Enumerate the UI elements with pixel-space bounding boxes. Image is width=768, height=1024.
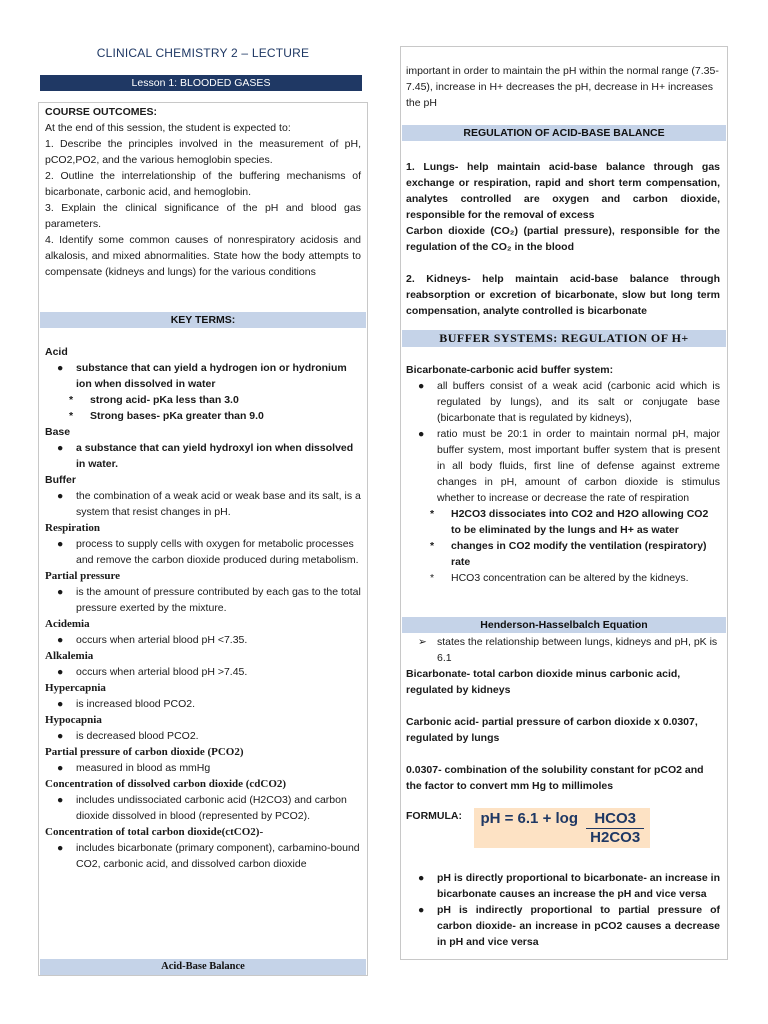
- buffer-bullet: ● ratio must be 20:1 in order to maintain normal pH, major buffer system, most important buffer system that is present in all body fluids, first line of defense against extreme changes in pH, amount of carbon dioxide is stimulus whether to increase or decrease the rate of respiration: [418, 428, 720, 504]
- outcome-item: 4. Identify some common causes of nonrespiratory acidosis and alkalosis, and mixed abnormalities. State how the body attempts to compensate (kidneys and lungs) for the various conditions: [45, 234, 361, 278]
- buffer-bullet: ● all buffers consist of a weak acid (carbonic acid which is regulated by lungs), and its salt or conjugate base (bicarbonate that is regulated by kidneys),: [418, 380, 720, 424]
- term-respiration: Respiration: [45, 522, 100, 534]
- bicarb-system-title: Bicarbonate-carbonic acid buffer system:: [406, 364, 614, 376]
- constant-definition: 0.0307- combination of the solubility constant for pCO2 and the factor to convert mm Hg to millimoles: [406, 764, 704, 792]
- term-hypercapnia: Hypercapnia: [45, 682, 106, 694]
- bullet-icon: ●: [57, 362, 64, 374]
- definition: ● is increased blood PCO2.: [57, 698, 196, 710]
- star-item: * H2CO3 dissociates into CO2 and H2O allowing CO2 to be eliminated by the lungs and H+ as water: [430, 508, 709, 536]
- definition: ● measured in blood as mmHg: [57, 762, 211, 774]
- term-base: Base: [45, 426, 71, 438]
- arrow-icon: ➢: [418, 636, 427, 648]
- course-outcomes-heading: COURSE OUTCOMES:: [45, 106, 158, 118]
- definition: ● the combination of a weak acid or weak base and its salt, is a system that resist changes in pH.: [57, 490, 361, 518]
- bullet-icon: ●: [57, 794, 64, 806]
- bullet-icon: ●: [57, 698, 64, 710]
- definition: ● is decreased blood PCO2.: [57, 730, 199, 742]
- term-cdco2: Concentration of dissolved carbon dioxide (cdCO2): [45, 778, 287, 790]
- outcome-item: 2. Outline the interrelationship of the buffering mechanisms of bicarbonate, carbonic acid, and hemoglobin.: [45, 170, 361, 198]
- star-icon: *: [430, 508, 435, 520]
- sub-item: * strong acid- pKa less than 3.0: [69, 394, 239, 406]
- definition: ● process to supply cells with oxygen for metabolic processes and remove the carbon dioxide produced during metabolism.: [57, 538, 359, 566]
- course-outcomes-intro: At the end of this session, the student is expected to:: [45, 122, 291, 134]
- definition: ● substance that can yield a hydrogen ion or hydronium ion when dissolved in water: [57, 362, 347, 390]
- bullet-icon: ●: [57, 842, 64, 854]
- definition: ● a substance that can yield hydroxyl ion when dissolved in water.: [57, 442, 354, 470]
- ph-bullet: ● pH is indirectly proportional to partial pressure of carbon dioxide- an increase in pCO2 causes a decrease in pH and vice versa: [418, 904, 720, 948]
- term-acid: Acid: [45, 346, 68, 358]
- definition: ● includes bicarbonate (primary component), carbamino-bound CO2, carbonic acid, and dissolved carbon dioxide: [57, 842, 360, 870]
- buffer-section: [406, 362, 720, 586]
- star-icon: *: [69, 410, 74, 422]
- bullet-icon: ●: [57, 538, 64, 550]
- buffer-systems-heading: BUFFER SYSTEMS: REGULATION OF H+: [402, 330, 726, 347]
- bicarbonate-definition: Bicarbonate- total carbon dioxide minus carbonic acid, regulated by kidneys: [406, 668, 681, 696]
- star-icon: *: [69, 394, 74, 406]
- right-intro: [406, 63, 720, 111]
- lesson-bar: Lesson 1: BLOODED GASES: [40, 75, 362, 91]
- acid-base-balance-heading: Acid-Base Balance: [40, 959, 366, 975]
- star-icon: *: [430, 540, 435, 552]
- definition: ● occurs when arterial blood pH <7.35.: [57, 634, 248, 646]
- definition: ● occurs when arterial blood pH >7.45.: [57, 666, 248, 678]
- definition: ● is the amount of pressure contributed by each gas to the total pressure exerted by the mixture.: [57, 586, 361, 614]
- formula-label: FORMULA:: [406, 810, 462, 822]
- formula-fraction: [586, 810, 644, 847]
- term-buffer: Buffer: [45, 474, 76, 486]
- term-acidemia: Acidemia: [45, 618, 90, 630]
- lungs-paragraph: 1. Lungs- help maintain acid-base balance through gas exchange or respiration, rapid and short term compensation, analytes controlled are oxygen and carbon dioxide, responsible for the removal of excess: [406, 161, 720, 221]
- bullet-icon: ●: [57, 586, 64, 598]
- key-terms: [45, 344, 363, 872]
- intro-paragraph: important in order to maintain the pH within the normal range (7.35-7.45), increase in H+ decreases the pH, decrease in H+ increases the pH: [406, 65, 719, 109]
- bullet-icon: ●: [418, 872, 425, 884]
- term-hypocapnia: Hypocapnia: [45, 714, 102, 726]
- henderson-hasselbalch-formula: [474, 808, 650, 848]
- co2-paragraph: Carbon dioxide (CO₂) (partial pressure), responsible for the regulation of the CO₂ in the blood: [406, 225, 720, 253]
- star-item: * HCO3 concentration can be altered by the kidneys.: [430, 572, 689, 584]
- formula-numerator: HCO3: [586, 810, 644, 829]
- arrow-item: ➢ states the relationship between lungs, kidneys and pH, pK is 6.1: [418, 636, 718, 664]
- kidneys-paragraph: 2. Kidneys- help maintain acid-base balance through reabsorption or excretion of bicarbonate, slow but long term compensation, analyte controlled is bicarbonate: [406, 273, 720, 317]
- term-partial-pressure: Partial pressure: [45, 570, 121, 582]
- page-title: CLINICAL CHEMISTRY 2 – LECTURE: [96, 46, 310, 60]
- bullet-icon: ●: [57, 634, 64, 646]
- outcome-item: 3. Explain the clinical significance of the pH and blood gas parameters.: [45, 202, 361, 230]
- henderson-hasselbalch-heading: Henderson-Hasselbalch Equation: [402, 617, 726, 633]
- sub-item: * Strong bases- pKa greater than 9.0: [69, 410, 264, 422]
- star-item: * changes in CO2 modify the ventilation (respiratory) rate: [430, 540, 707, 568]
- carbonic-acid-definition: Carbonic acid- partial pressure of carbon dioxide x 0.0307, regulated by lungs: [406, 716, 698, 744]
- bullet-icon: ●: [418, 428, 425, 440]
- formula-denominator: H2CO3: [590, 829, 641, 846]
- hh-section: [406, 634, 720, 950]
- definition: ● includes undissociated carbonic acid (H2CO3) and carbon dioxide dissolved in blood (represented by PCO2).: [57, 794, 347, 822]
- key-terms-heading: KEY TERMS:: [40, 312, 366, 328]
- bullet-icon: ●: [57, 666, 64, 678]
- formula-row: [406, 808, 720, 852]
- bullet-icon: ●: [57, 442, 64, 454]
- course-outcomes: [45, 104, 361, 280]
- bullet-icon: ●: [418, 904, 425, 916]
- ph-bullet: ● pH is directly proportional to bicarbonate- an increase in bicarbonate causes an increase the pH and vice versa: [418, 872, 720, 900]
- bullet-icon: ●: [418, 380, 425, 392]
- outcome-item: 1. Describe the principles involved in the measurement of pH, pCO2,PO2, and the various hemoglobin species.: [45, 138, 361, 166]
- formula-lhs: pH = 6.1 + log: [480, 810, 578, 827]
- star-icon: *: [430, 572, 435, 584]
- bullet-icon: ●: [57, 762, 64, 774]
- regulation-heading: REGULATION OF ACID-BASE BALANCE: [402, 125, 726, 141]
- bullet-icon: ●: [57, 490, 64, 502]
- bullet-icon: ●: [57, 730, 64, 742]
- term-pco2: Partial pressure of carbon dioxide (PCO2): [45, 746, 244, 758]
- regulation-section: [406, 159, 720, 319]
- term-ctco2: Concentration of total carbon dioxide(ctCO2)-: [45, 826, 264, 838]
- term-alkalemia: Alkalemia: [45, 650, 94, 662]
